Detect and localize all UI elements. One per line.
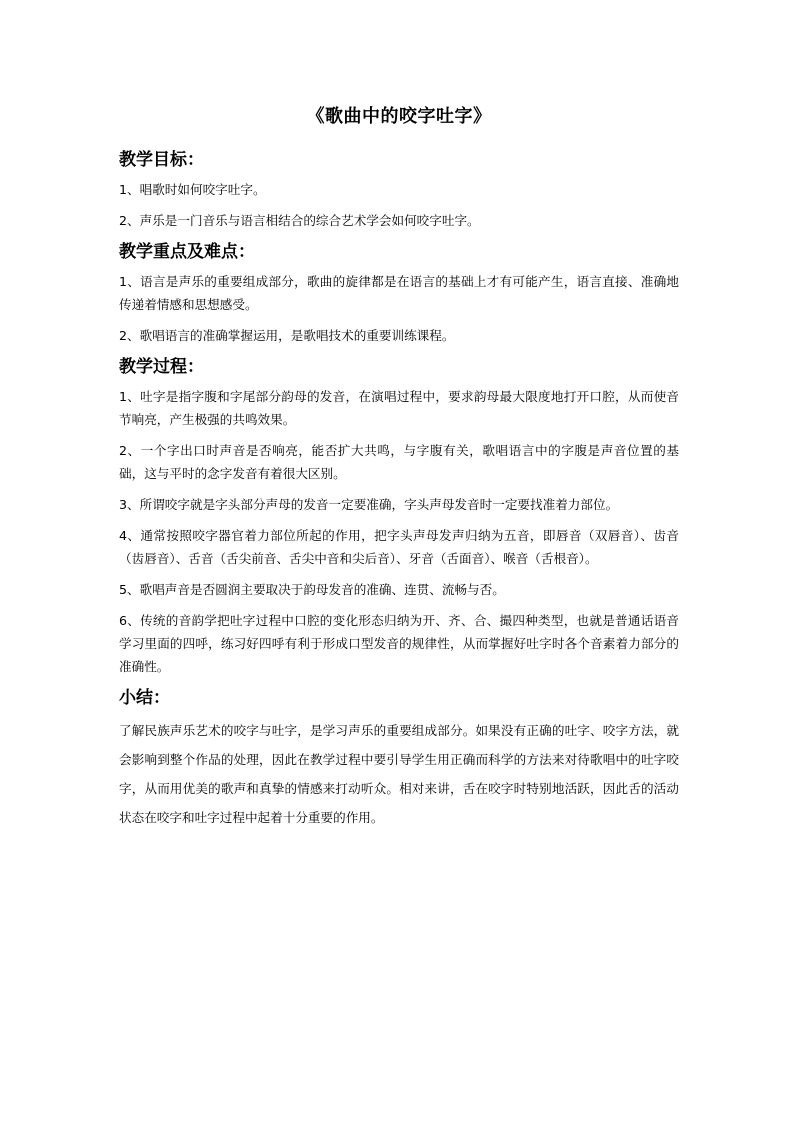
section-heading: 教学目标： xyxy=(119,150,204,170)
paragraph: 2、一个字出口时声音是否响亮，能否扩大共鸣，与字腹有关，歌唱语言中的字腹是声音位置的基础，这与平时的念字发音有着很大区别。 xyxy=(119,443,679,481)
paragraph: 2、歌唱语言的准确掌握运用，是歌唱技术的重要训练课程。 xyxy=(119,328,455,343)
document-title: 《歌曲中的咬字吐字》 xyxy=(306,106,492,127)
section-teaching-goals xyxy=(119,148,679,232)
paragraph: 5、歌唱声音是否圆润主要取决于韵母发音的准确、连贯、流畅与否。 xyxy=(119,582,505,597)
paragraph: 了解民族声乐艺术的咬字与吐字，是学习声乐的重要组成部分。如果没有正确的吐字、咬字方法，就会影响到整个作品的处理，因此在教学过程中要引导学生用正确而科学的方法来对待歌唱中的吐字咬字，从而用优美的歌声和真挚的情感来打动听众。相对来讲，舌在咬字时特别地活跃，因此舌的活动状态在咬字和吐字过程中起着十分重要的作用。 xyxy=(119,723,679,825)
paragraph: 1、吐字是指字腹和字尾部分韵母的发音，在演唱过程中，要求韵母最大限度地打开口腔，从而使音节响亮，产生极强的共鸣效果。 xyxy=(119,389,679,427)
paragraph: 6、传统的音韵学把吐字过程中口腔的变化形态归纳为开、齐、合、撮四种类型，也就是普通话语音学习里面的四呼，练习好四呼有利于形成口型发音的规律性，从而掌握好吐字时各个音素着力部分的准确性。 xyxy=(119,613,679,674)
section-teaching-process xyxy=(119,355,679,678)
paragraph: 1、语言是声乐的重要组成部分，歌曲的旋律都是在语言的基础上才有可能产生，语言直接、准确地传递着情感和思想感受。 xyxy=(119,274,679,312)
paragraph: 2、声乐是一门音乐与语言相结合的综合艺术学会如何咬字吐字。 xyxy=(119,213,480,228)
section-heading: 教学过程： xyxy=(119,357,204,377)
paragraph: 3、所谓咬字就是字头部分声母的发音一定要准确，字头声母发音时一定要找准着力部位。 xyxy=(119,497,619,512)
section-heading: 小结： xyxy=(119,688,170,708)
section-heading: 教学重点及难点： xyxy=(119,242,255,262)
section-key-points xyxy=(119,240,679,347)
section-summary xyxy=(119,686,679,832)
document-page xyxy=(119,103,679,840)
paragraph: 4、通常按照咬字器官着力部位所起的作用，把字头声母发声归纳为五音，即唇音（双唇音）、齿音（齿唇音）、舌音（舌尖前音、舌尖中音和尖后音）、牙音（舌面音）、喉音（舌根音）。 xyxy=(119,528,679,566)
paragraph: 1、唱歌时如何咬字吐字。 xyxy=(119,182,266,197)
